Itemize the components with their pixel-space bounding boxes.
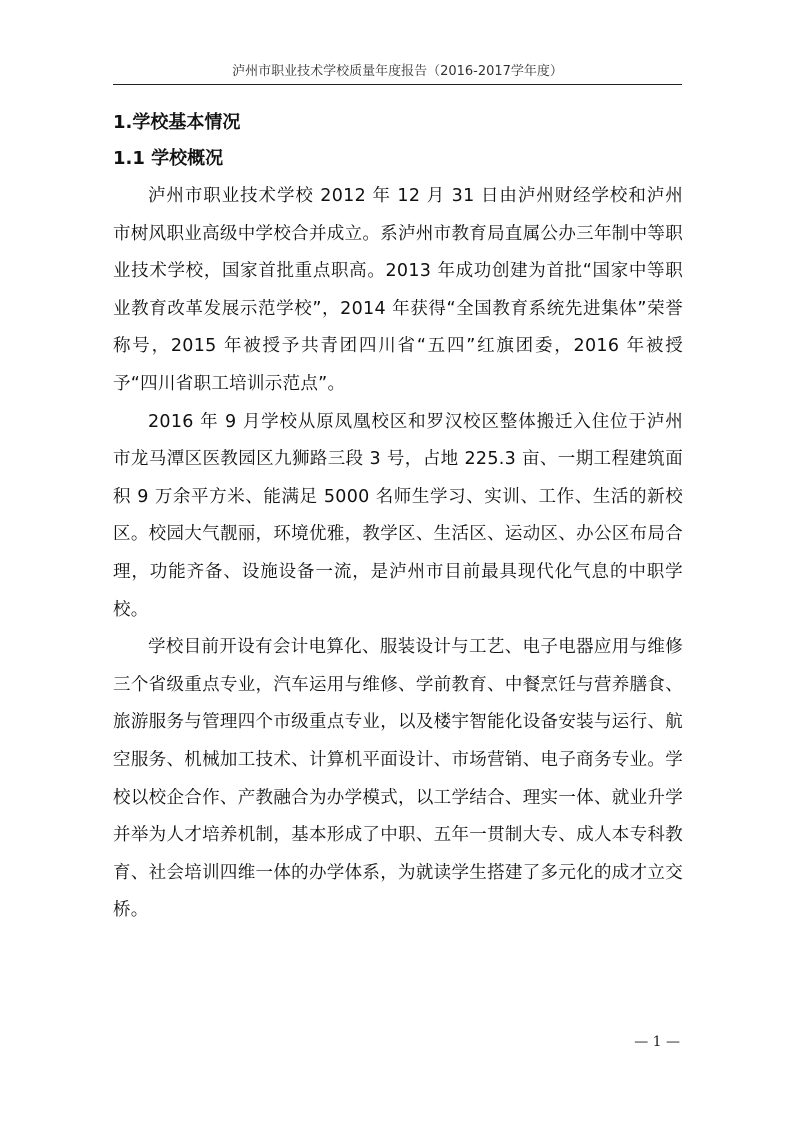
page-number: — 1 —	[634, 1034, 680, 1050]
page-body	[113, 106, 683, 930]
paragraph-majors: 学校目前开设有会计电算化、服装设计与工艺、电子电器应用与维修三个省级重点专业，汽车运用与维修、学前教育、中餐烹饪与营养膳食、旅游服务与管理四个市级重点专业，以及楼宇智能化设备安装与运行、航空服务、机械加工技术、计算机平面设计、市场营销、电子商务专业。学校以校企合作、产教融合为办学模式，以工学结合、理实一体、就业升学并举为人才培养机制，基本形成了中职、五年一贯制大专、成人本专科教育、社会培训四维一体的办学体系，为就读学生搭建了多元化的成才立交桥。	[113, 637, 683, 921]
subsection-title: 1.1 学校概况	[113, 148, 224, 169]
paragraph-campus: 2016 年 9 月学校从原凤凰校区和罗汉校区整体搬迁入住位于泸州市龙马潭区医教园区九狮路三段 3 号，占地 225.3 亩、一期工程建筑面积 9 万余平方米、能满足 5000 名师生学习、实训、工作、生活的新校区。校园大气靓丽，环境优雅，教学区、生活区、运动区、办公区布局合理，功能齐备、设施设备一流，是泸州市目前最具现代化气息的中职学校。	[113, 411, 683, 620]
header-divider	[113, 84, 682, 85]
section-title: 1.学校基本情况	[113, 112, 241, 133]
running-header: 泸州市职业技术学校质量年度报告（2016-2017学年度）	[232, 64, 563, 79]
paragraph-school-history: 泸州市职业技术学校 2012 年 12 月 31 日由泸州财经学校和泸州市树风职业高级中学校合并成立。系泸州市教育局直属公办三年制中等职业技术学校，国家首批重点职高。2013 年成功创建为首批“国家中等职业教育改革发展示范学校”，2014 年获得“全国教育系统先进集体”荣誉称号，2015 年被授予共青团四川省“五四”红旗团委，2016 年被授予“四川省职工培训示范点”。	[113, 186, 683, 394]
